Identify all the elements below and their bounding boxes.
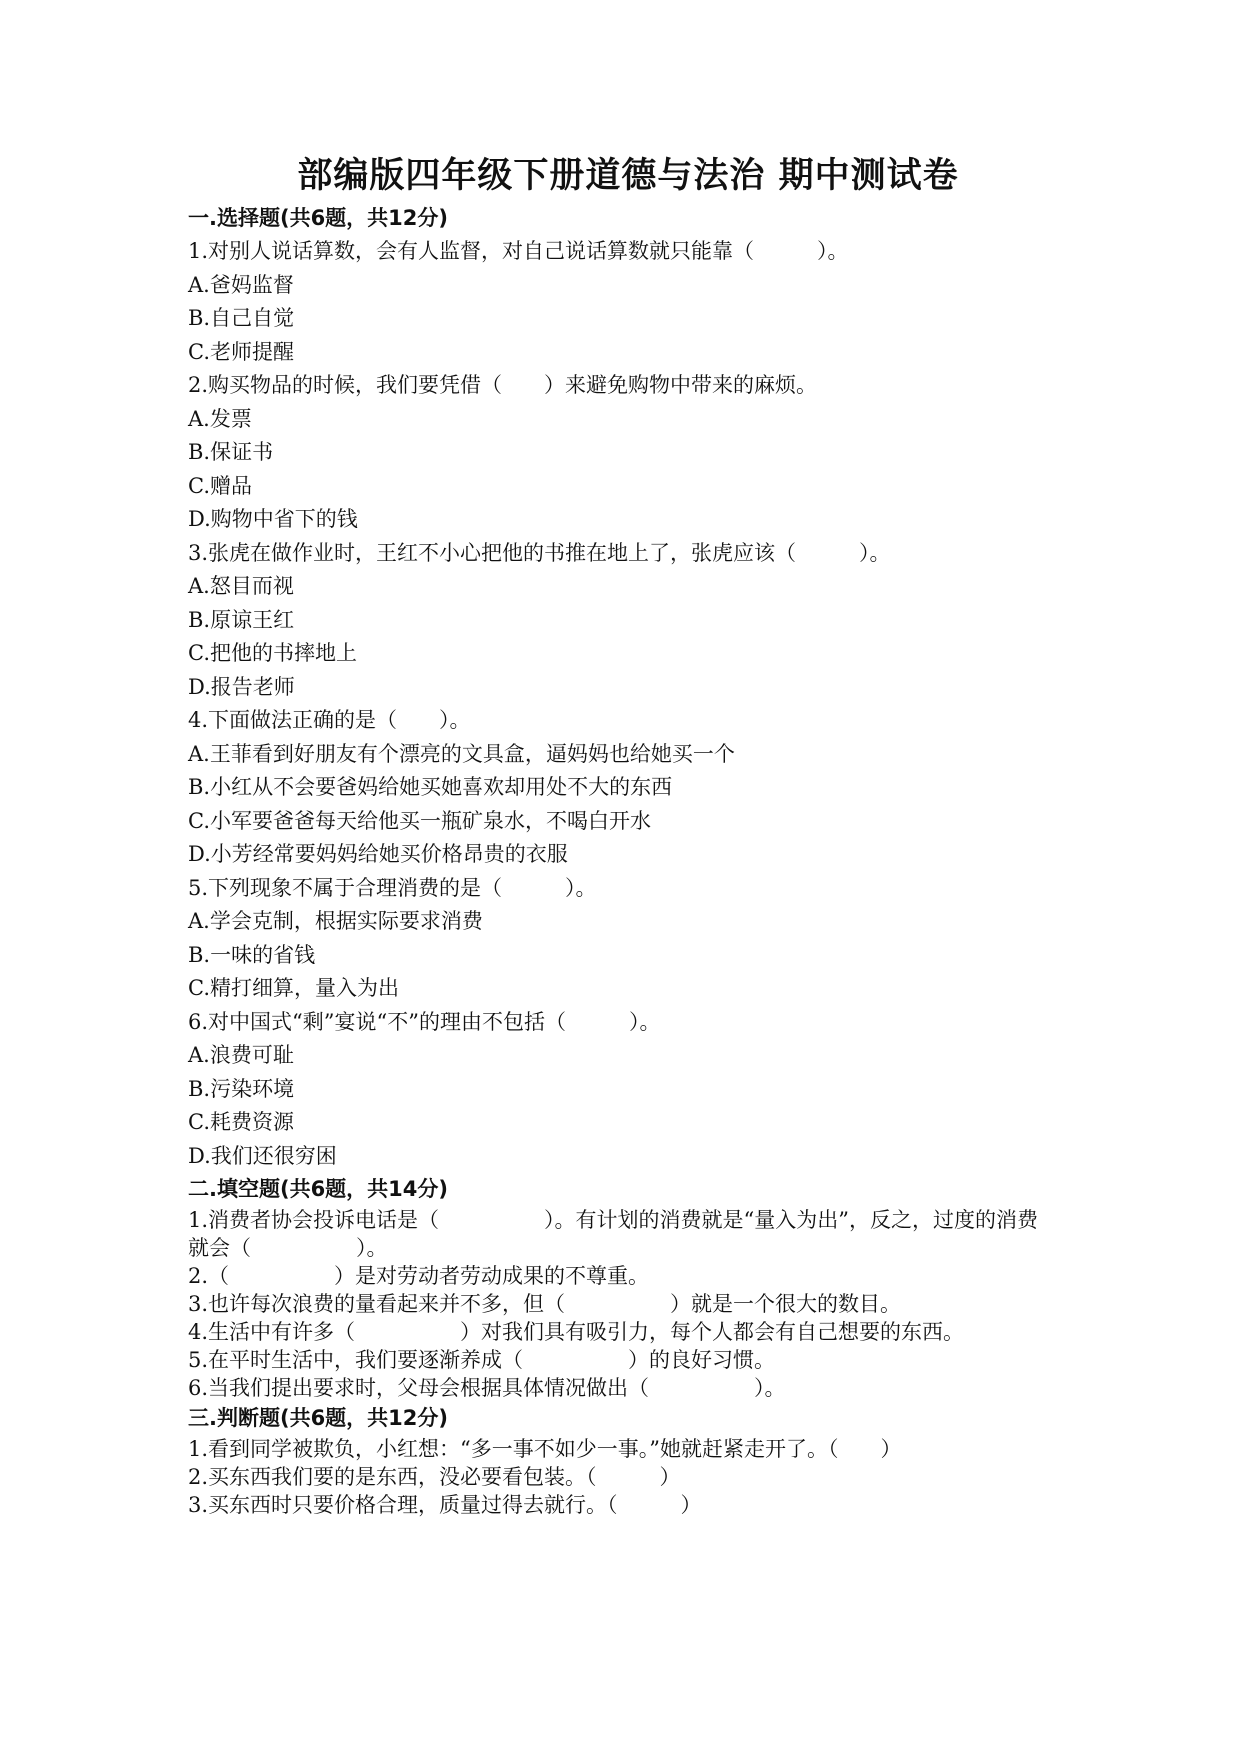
answer-option: A.学会克制，根据实际要求消费 bbox=[188, 909, 483, 933]
fill-blank-item: 5.在平时生活中，我们要逐渐养成（ ）的良好习惯。 bbox=[188, 1348, 776, 1372]
question-item bbox=[188, 235, 1058, 369]
question-item bbox=[188, 1006, 1058, 1174]
answer-option: C.耗费资源 bbox=[188, 1110, 294, 1134]
answer-option: A.浪费可耻 bbox=[188, 1043, 294, 1067]
document-title: 部编版四年级下册道德与法治 期中测试卷 bbox=[297, 156, 959, 196]
answer-option: B.原谅王红 bbox=[188, 607, 295, 632]
question-item bbox=[188, 872, 1058, 1006]
fill-blank-item: 2.（ ）是对劳动者劳动成果的不尊重。 bbox=[188, 1264, 650, 1288]
question-stem: 6.对中国式“剩”宴说“不”的理由不包括（ ）。 bbox=[188, 1009, 661, 1034]
section-heading: 二.填空题(共6题，共14分) bbox=[188, 1177, 449, 1201]
answer-option: C.老师提醒 bbox=[188, 339, 294, 364]
judgement-item: 2.买东西我们要的是东西，没必要看包装。（ ） bbox=[188, 1465, 681, 1489]
answer-option: A.发票 bbox=[188, 406, 252, 431]
answer-option: C.精打细算，量入为出 bbox=[188, 976, 399, 1000]
answer-option: A.怒目而视 bbox=[188, 574, 294, 598]
answer-option: D.报告老师 bbox=[188, 674, 295, 699]
question-stem: 2.购买物品的时候，我们要凭借（ ）来避免购物中带来的麻烦。 bbox=[188, 373, 818, 397]
question-stem: 1.对别人说话算数，会有人监督，对自己说话算数就只能靠（ ）。 bbox=[188, 239, 849, 263]
question-item bbox=[188, 369, 1058, 537]
answer-option: A.爸妈监督 bbox=[188, 272, 294, 297]
answer-option: D.购物中省下的钱 bbox=[188, 507, 358, 531]
section-true-false bbox=[188, 1402, 1058, 1519]
section-fill-in-blank bbox=[188, 1173, 1058, 1402]
section-heading: 一.选择题(共6题，共12分) bbox=[188, 206, 449, 230]
judgement-item: 3.买东西时只要价格合理，质量过得去就行。（ ） bbox=[188, 1493, 702, 1517]
answer-option: B.小红从不会要爸妈给她买她喜欢却用处不大的东西 bbox=[188, 775, 673, 799]
question-item bbox=[188, 704, 1058, 872]
fill-blank-item: 4.生活中有许多（ ）对我们具有吸引力，每个人都会有自己想要的东西。 bbox=[188, 1320, 965, 1344]
question-item bbox=[188, 537, 1058, 705]
answer-option: B.一味的省钱 bbox=[188, 942, 316, 967]
answer-option: C.把他的书摔地上 bbox=[188, 641, 357, 665]
answer-option: C.小军要爸爸每天给他买一瓶矿泉水，不喝白开水 bbox=[188, 808, 651, 833]
question-stem: 3.张虎在做作业时，王红不小心把他的书推在地上了，张虎应该（ ）。 bbox=[188, 540, 891, 565]
section-multiple-choice bbox=[188, 202, 1058, 1173]
fill-blank-item: 6.当我们提出要求时，父母会根据具体情况做出（ ）。 bbox=[188, 1376, 786, 1400]
section-heading: 三.判断题(共6题，共12分) bbox=[188, 1406, 449, 1430]
answer-option: A.王菲看到好朋友有个漂亮的文具盒，逼妈妈也给她买一个 bbox=[188, 741, 735, 766]
answer-option: B.自己自觉 bbox=[188, 306, 295, 330]
fill-blank-item: 1.消费者协会投诉电话是（ ）。有计划的消费就是“量入为出”，反之，过度的消费就会（ ）。 bbox=[188, 1208, 1039, 1260]
fill-blank-item: 3.也许每次浪费的量看起来并不多，但（ ）就是一个很大的数目。 bbox=[188, 1292, 902, 1316]
answer-option: B.保证书 bbox=[188, 440, 274, 464]
answer-option: B.污染环境 bbox=[188, 1076, 295, 1101]
question-stem: 5.下列现象不属于合理消费的是（ ）。 bbox=[188, 875, 597, 900]
exam-page bbox=[188, 150, 1058, 1519]
judgement-item: 1.看到同学被欺负，小红想：“多一事不如少一事。”她就赶紧走开了。（ ） bbox=[188, 1437, 902, 1461]
answer-option: D.小芳经常要妈妈给她买价格昂贵的衣服 bbox=[188, 842, 568, 866]
answer-option: D.我们还很穷困 bbox=[188, 1143, 337, 1168]
answer-option: C.赠品 bbox=[188, 473, 252, 498]
question-stem: 4.下面做法正确的是（ ）。 bbox=[188, 708, 471, 732]
